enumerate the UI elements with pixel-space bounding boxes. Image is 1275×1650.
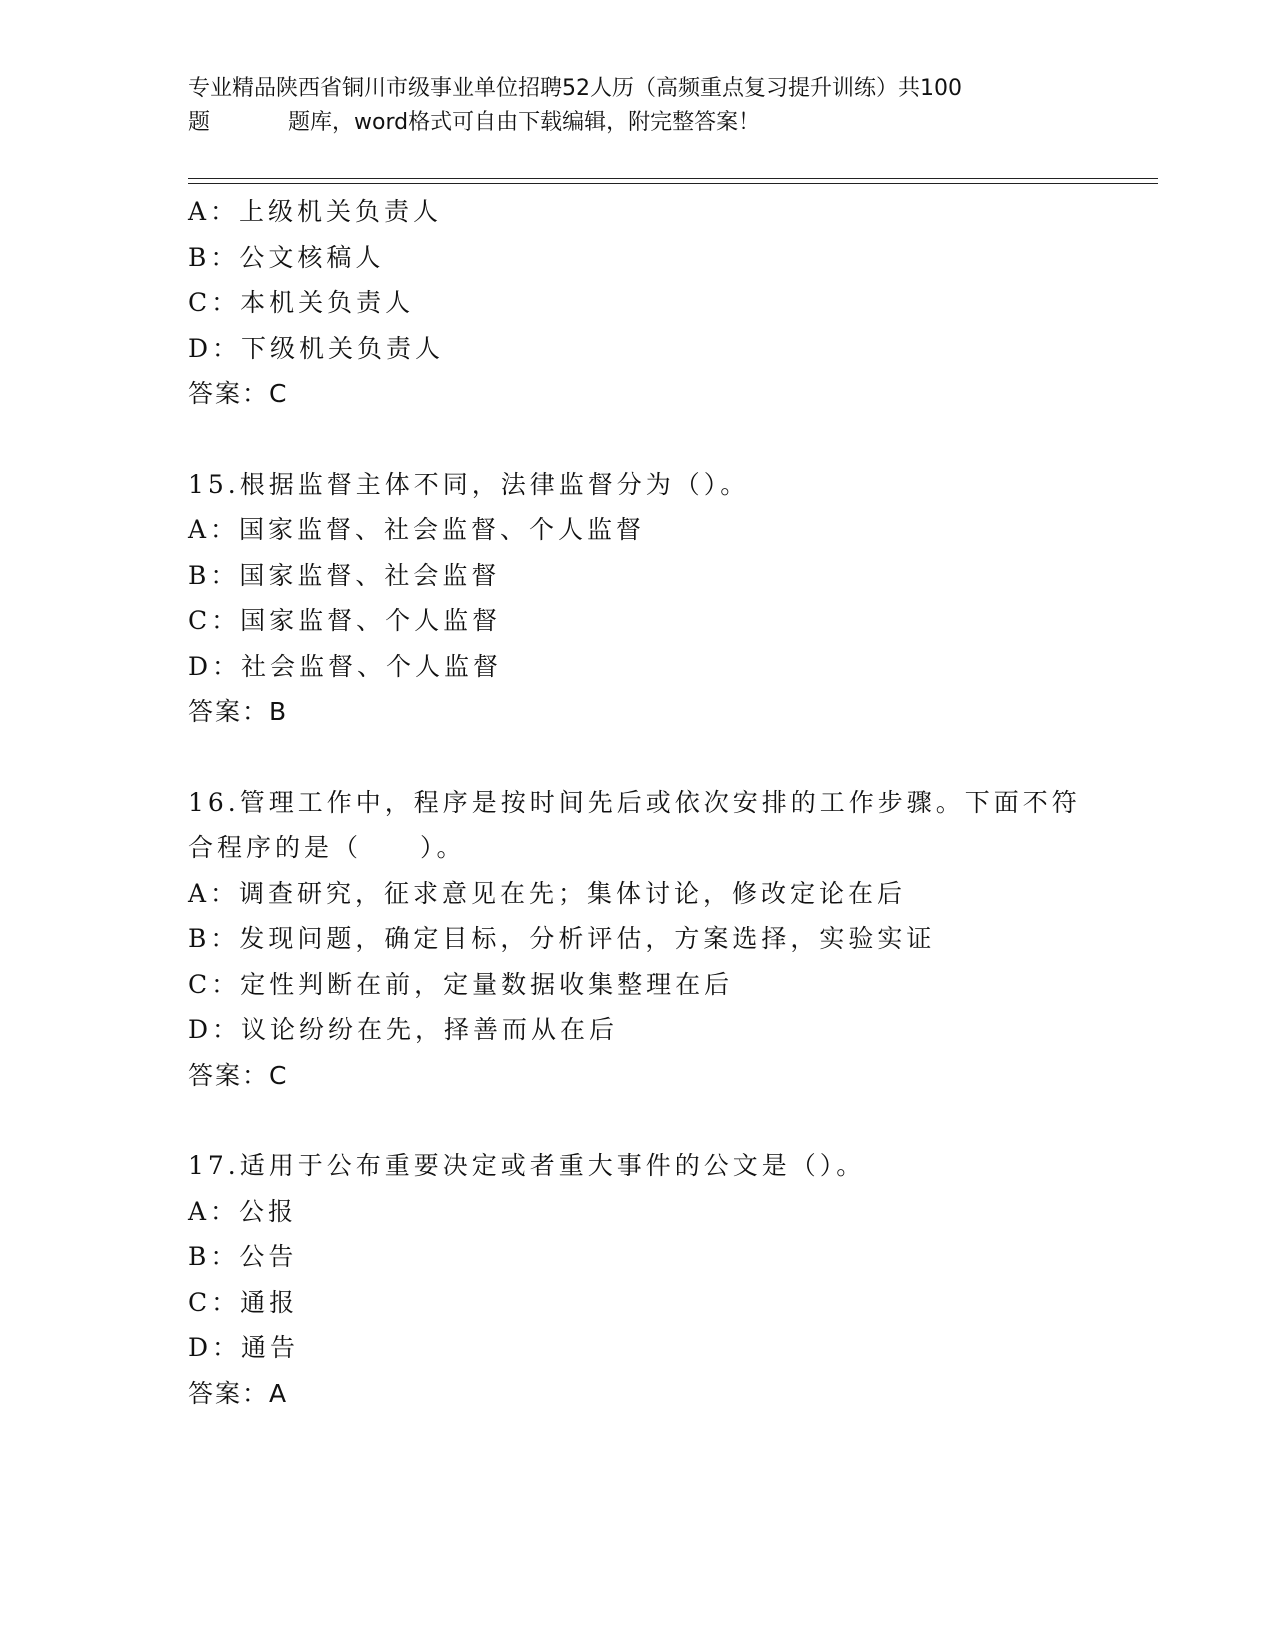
answer-label: 答案：: [188, 697, 270, 726]
option-d: D：下级机关负责人: [188, 333, 445, 363]
option-a: A：调查研究，征求意见在先；集体讨论，修改定论在后: [188, 878, 907, 908]
answer-value: C: [269, 1060, 287, 1090]
option-b: B：国家监督、社会监督: [188, 560, 501, 590]
header-title-line-2: [188, 106, 1088, 140]
answer-value: C: [269, 379, 287, 408]
header-line-2-rest: 题库，word格式可自由下载编辑，附完整答案！: [288, 110, 761, 135]
answer-label: 答案：: [188, 1378, 270, 1408]
question-stem-line-1: 16.管理工作中，程序是按时间先后或依次安排的工作步骤。下面不符: [188, 787, 1081, 817]
answer-label: 答案：: [188, 379, 270, 408]
option-a: A：上级机关负责人: [188, 197, 443, 226]
option-b: B：公文核稿人: [188, 242, 385, 272]
spacer: [188, 1098, 1148, 1143]
question-content: [188, 189, 1148, 1416]
header-divider-top: [188, 178, 1158, 179]
spacer: [188, 417, 1148, 462]
answer-value: B: [269, 697, 287, 726]
option-a: A：国家监督、社会监督、个人监督: [188, 515, 646, 544]
header-title-line-1: 专业精品陕西省铜川市级事业单位招聘52人历（高频重点复习提升训练）共100: [188, 76, 962, 101]
option-c: C：国家监督、个人监督: [188, 606, 502, 635]
answer-line: [188, 371, 1148, 417]
question-stem: 17.适用于公布重要决定或者重大事件的公文是（）。: [188, 1151, 866, 1180]
question-17: [188, 1143, 1148, 1416]
option-c: C：通报: [188, 1287, 299, 1317]
header-line-2-lead: 题: [188, 110, 211, 135]
answer-value: A: [269, 1378, 287, 1408]
question-16: [188, 780, 1148, 1099]
question-14-continued: [188, 189, 1148, 417]
answer-line: [188, 689, 1148, 735]
option-a: A：公报: [188, 1196, 298, 1226]
option-d: D：社会监督、个人监督: [188, 651, 503, 681]
document-header: [188, 72, 1088, 140]
option-d: D：通告: [188, 1333, 300, 1362]
option-b: B：发现问题，确定目标，分析评估，方案选择，实验实证: [188, 924, 936, 953]
option-c: C：定性判断在前，定量数据收集整理在后: [188, 969, 734, 999]
question-stem: 15.根据监督主体不同，法律监督分为（）。: [188, 469, 750, 499]
answer-line: [188, 1053, 1148, 1099]
question-stem-line-2: 合程序的是（ ）。: [188, 833, 466, 862]
answer-label: 答案：: [188, 1060, 270, 1090]
answer-line: [188, 1371, 1148, 1417]
option-d: D：议论纷纷在先，择善而从在后: [188, 1015, 619, 1044]
spacer: [188, 735, 1148, 780]
option-c: C：本机关负责人: [188, 288, 415, 317]
header-divider-bottom: [188, 183, 1158, 184]
question-15: [188, 462, 1148, 735]
option-b: B：公告: [188, 1242, 298, 1271]
